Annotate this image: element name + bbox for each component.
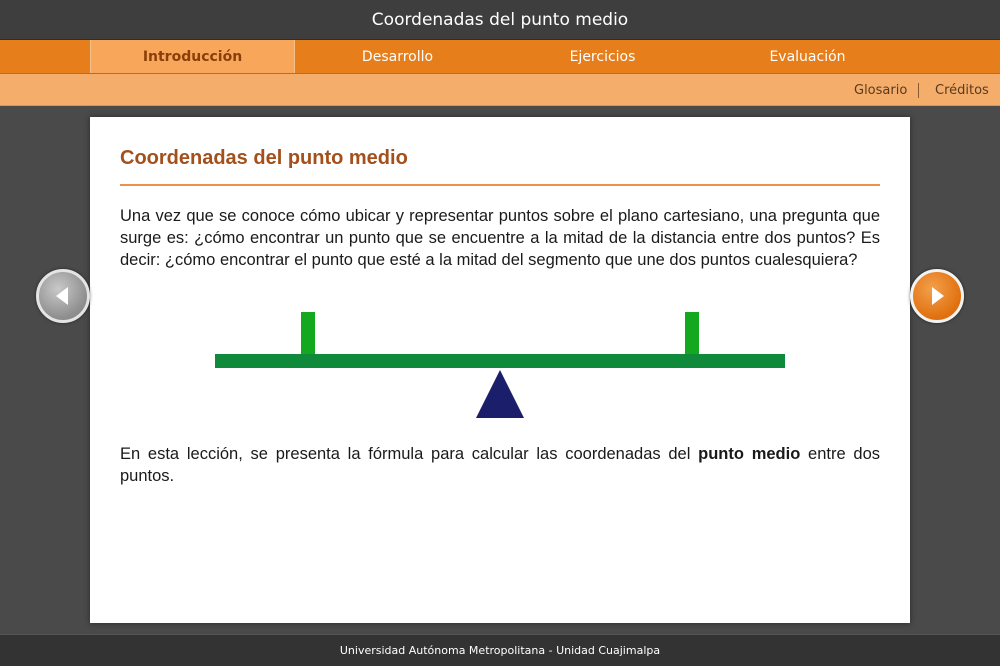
glossary-link[interactable]: Glosario (854, 82, 908, 98)
footer-credit: Universidad Autónoma Metropolitana - Unidad Cuajimalpa (0, 634, 1000, 666)
credits-link[interactable]: Créditos (935, 82, 989, 98)
left-post (301, 312, 315, 356)
chevron-left-icon (39, 272, 87, 320)
chevron-right-icon (913, 272, 961, 320)
window-title: Coordenadas del punto medio (0, 0, 1000, 40)
lesson-text-end: entre dos puntos. (120, 445, 880, 485)
next-page-button[interactable] (910, 269, 964, 323)
tab-ejercicios[interactable]: Ejercicios (569, 48, 636, 65)
lesson-paragraph (120, 443, 880, 487)
previous-page-button[interactable] (36, 269, 90, 323)
balance-beam (215, 354, 785, 368)
seesaw-illustration (215, 312, 785, 422)
lesson-text-start: En esta lección, se presenta la fórmula para calcular las coordenadas del (120, 445, 699, 463)
tab-introduccion[interactable]: Introducción (90, 40, 295, 73)
tab-desarrollo[interactable]: Desarrollo (361, 48, 434, 65)
right-post (685, 312, 699, 356)
fulcrum-triangle (476, 370, 524, 418)
intro-paragraph: Una vez que se conoce cómo ubicar y representar puntos sobre el plano cartesiano, una pregunta que surge es: ¿cómo encontrar un punto que se encuentre a la mitad de la distancia entre dos puntos? Es decir: ¿cómo encontrar el punto que esté a la mitad del segmento que une dos puntos cualesquiera? (120, 207, 880, 269)
page-title: Coordenadas del punto medio (120, 147, 408, 169)
secondary-nav (0, 74, 1000, 106)
content-panel (90, 117, 910, 623)
midpoint-term: punto medio (698, 445, 801, 463)
tab-evaluacion[interactable]: Evaluación (769, 48, 846, 65)
subnav-divider (918, 83, 919, 98)
title-divider (120, 184, 880, 186)
main-nav (0, 40, 1000, 74)
